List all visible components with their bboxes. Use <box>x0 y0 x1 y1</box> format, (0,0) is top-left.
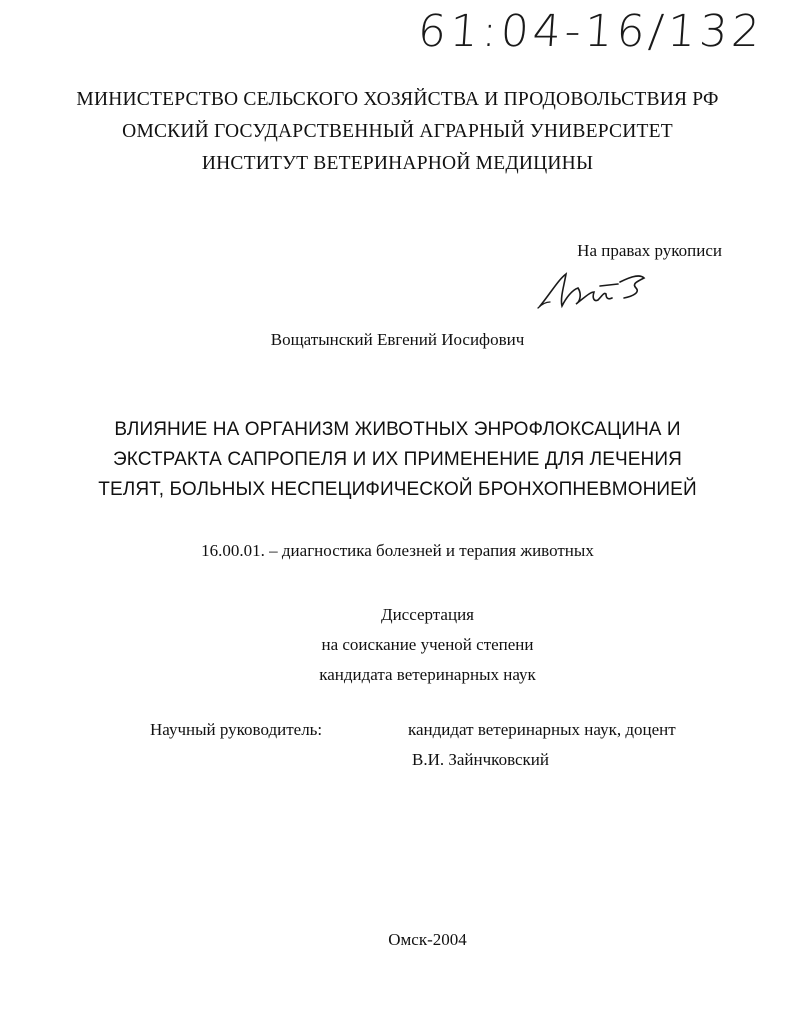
title-line-2: ЭКСТРАКТА САПРОПЕЛЯ И ИХ ПРИМЕНЕНИЕ ДЛЯ ЛЕЧЕНИЯ <box>113 449 682 470</box>
university-name: ОМСКИЙ ГОСУДАРСТВЕННЫЙ АГРАРНЫЙ УНИВЕРСИТЕТ <box>122 121 673 142</box>
dissertation-type: Диссертация <box>380 605 474 624</box>
title-line-1: ВЛИЯНИЕ НА ОРГАНИЗМ ЖИВОТНЫХ ЭНРОФЛОКСАЦИНА И <box>114 419 681 440</box>
author-signature <box>536 268 654 312</box>
city-year: Омск-2004 <box>388 930 467 949</box>
institution-header <box>0 84 795 180</box>
dissertation-title <box>0 415 795 505</box>
ministry-name: МИНИСТЕРСТВО СЕЛЬСКОГО ХОЗЯЙСТВА И ПРОДОВОЛЬСТВИЯ РФ <box>76 89 719 110</box>
institute-name: ИНСТИТУТ ВЕТЕРИНАРНОЙ МЕДИЦИНЫ <box>201 153 594 174</box>
supervisor-degree: кандидат ветеринарных наук, доцент <box>408 720 676 739</box>
dissertation-degree-block <box>0 600 795 690</box>
supervisor-name: В.И. Зайнчковский <box>412 750 549 769</box>
dissertation-purpose: на соискание ученой степени <box>321 635 534 654</box>
specialty-code: 16.00.01. – диагностика болезней и терапия животных <box>201 541 594 560</box>
title-line-3: ТЕЛЯТ, БОЛЬНЫХ НЕСПЕЦИФИЧЕСКОЙ БРОНХОПНЕВМОНИЕЙ <box>98 479 697 500</box>
manuscript-rights: На правах рукописи <box>577 241 722 260</box>
dissertation-degree: кандидата ветеринарных наук <box>319 665 536 684</box>
supervisor-label: Научный руководитель: <box>150 720 323 739</box>
author-name: Вощатынский Евгений Иосифович <box>270 330 525 349</box>
archive-code-handwritten: 61:04-16/132 <box>416 6 766 57</box>
